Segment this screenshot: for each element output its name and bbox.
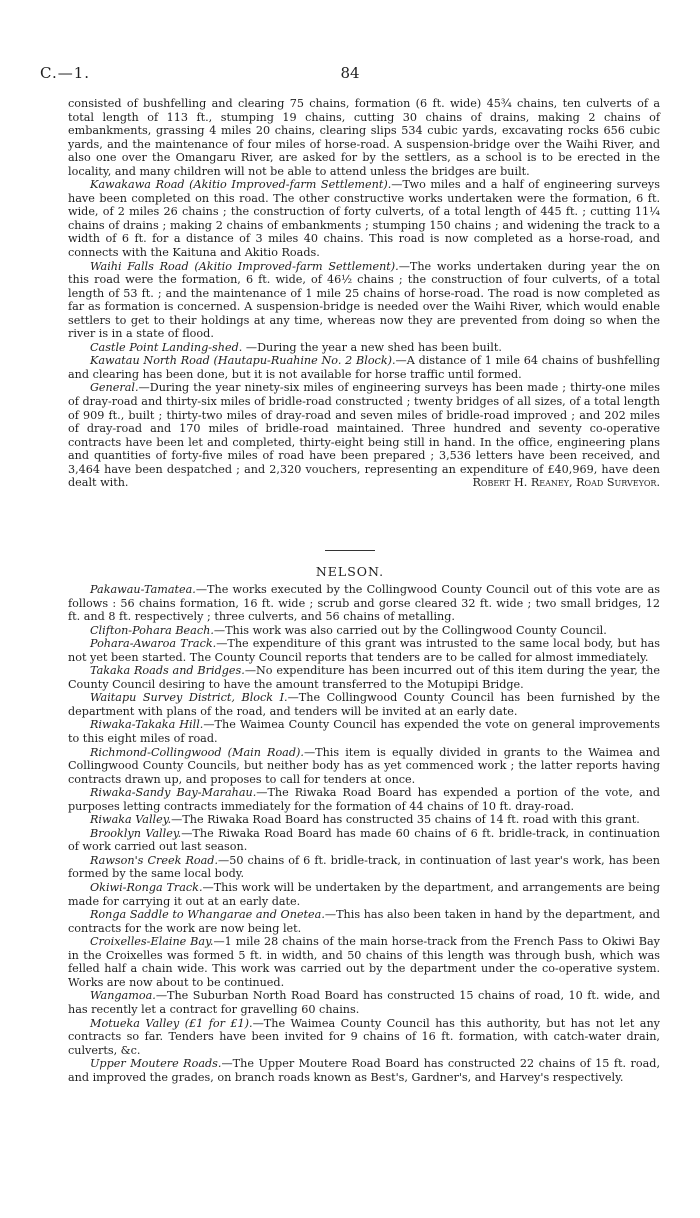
section-body-top: [68, 97, 660, 490]
paragraph-heading: Riwaka-Takaka Hill.: [90, 718, 204, 732]
paragraph-text: —The Waimea County Council has this authority, but has not let any contracts so far. Tenders have been invited for 9 chains of 16 ft. formation, with catch-water drain, culverts, &c.: [68, 1016, 660, 1057]
paragraph: [68, 583, 660, 624]
paragraph: [68, 664, 660, 691]
paragraph-text: —The Upper Moutere Road Board has constructed 22 chains of 15 ft. road, and improved the grades, on branch roads known as Best's, Gardner's, and Harvey's respectively.: [68, 1057, 661, 1084]
paragraph-heading: Kawakawa Road (Akitio Improved-farm Settlement).: [90, 178, 392, 192]
paragraph-heading: General.: [90, 381, 139, 395]
paragraph: [68, 908, 660, 935]
paragraph-heading: Motueka Valley (£1 for £1).: [90, 1016, 253, 1030]
paragraph-heading: Kawatau North Road (Hautapu-Ruahine No. 2 Block).: [90, 354, 396, 368]
paragraph: [68, 881, 660, 908]
paragraph-heading: Castle Point Landing-shed.: [90, 340, 243, 354]
paragraph-text: —50 chains of 6 ft. bridle-track, in continuation of last year's work, has been formed by the same local body.: [68, 853, 660, 881]
signature: Robert H. Reaney, Road Surveyor.: [472, 476, 660, 490]
paragraph: [68, 989, 660, 1016]
paragraph-heading: Okiwi-Ronga Track.: [90, 881, 203, 895]
paragraph-heading: Rawson's Creek Road.: [90, 853, 219, 867]
paragraph-text: —This has also been taken in hand by the department, and contracts for the work are now being let.: [68, 908, 660, 935]
paragraph-text: —During the year a new shed has been built.: [242, 340, 502, 354]
paragraph: [68, 691, 660, 718]
section-body-nelson: [68, 583, 660, 1084]
section-title: NELSON.: [315, 564, 385, 579]
paragraph-heading: Pakawau-Tamatea.: [90, 583, 196, 596]
section-divider: [325, 550, 375, 551]
paragraph: [68, 718, 660, 745]
paragraph-text: —Two miles and a half of engineering surveys have been completed on this road. The other constructive works undertaken were the formation, 6 ft. wide, of 2 miles 26 chains ; the construction of forty culverts, of a total length of 445 ft. ; cutting 11¼ chains of drains ; making 2 chains of embankments ; stumping 150 chains ; and widening the track to a width of 6 ft. for a distance of 3 miles 40 chains. This road is now completed as a horse-road, and connects with the Kaituna and Akitio Roads.: [68, 178, 660, 260]
paragraph: [68, 935, 660, 989]
paragraph: [68, 97, 660, 178]
paragraph-text: —A distance of 1 mile 64 chains of bushfelling and clearing has been done, but it is not available for horse traffic until formed.: [68, 354, 660, 381]
page-number: 84: [340, 64, 360, 82]
paragraph-heading: Clifton-Pohara Beach.: [90, 623, 214, 637]
paragraph: [68, 260, 660, 341]
paragraph-text: —The Collingwood County Council has been furnished by the department with plans of the road, and tenders will be invited at an early date.: [68, 691, 660, 718]
document-reference: C.—1.: [40, 64, 91, 82]
paragraph-heading: Waihi Falls Road (Akitio Improved-farm Settlement).: [90, 259, 399, 273]
paragraph: [68, 178, 660, 259]
paragraph-text: —The Suburban North Road Board has constructed 15 chains of road, 10 ft. wide, and has recently let a contract for gravelling 60 chains.: [68, 989, 660, 1016]
paragraph-text: —During the year ninety-six miles of engineering surveys has been made ; thirty-one miles of dray-road and thirty-six miles of bridle-road constructed ; twenty bridges of all sizes, of a total length of 909 ft., built ; thirty-two miles of dray-road and seven miles of bridle-road improved ; and 202 miles of dray-road and 170 miles of bridle-road maintained. Three hundred and seventy co-operative contracts have been let and completed, thirty-eight being still in hand. In the office, engineering plans and quantities of forty-five miles of road have been prepared ; 3,536 letters have been received, and 3,464 have been despatched ; and 2,320 vouchers, representing an expenditure of £40,969, have deen dealt with.: [68, 381, 660, 490]
paragraph-text: —The expenditure of this grant was intrusted to the same local body, but has not yet been started. The County Council reports that tenders are to be called for almost immediately.: [68, 637, 660, 664]
paragraph: [68, 341, 660, 355]
paragraph-heading: Riwaka Valley.: [90, 813, 172, 827]
paragraph: [68, 1017, 660, 1058]
paragraph-heading: Ronga Saddle to Whangarae and Onetea.: [90, 908, 325, 922]
paragraph-text: consisted of bushfelling and clearing 75 chains, formation (6 ft. wide) 45¾ chains, ten culverts of a total length of 113 ft., stumping 19 chains, cutting 30 chains of drains, making 2 chains of embankments, grassing 4 miles 20 chains, clearing slips 534 cubic yards, excavating rocks 656 cubic yards, and the maintenance of four miles of horse-road. A suspension-bridge over the Waihi River, and also one over the Omangaru River, are asked for by the settlers, as a school is to be erected in the locality, and many children will not be able to attend unless the bridges are built.: [68, 97, 660, 178]
paragraph-heading: Riwaka-Sandy Bay-Marahau.: [90, 786, 257, 800]
paragraph-text: —This item is equally divided in grants to the Waimea and Collingwood County Councils, but neither body has as yet commenced work ; the latter reports having contracts drawn up, and proposes to call for tenders at once.: [68, 745, 660, 786]
paragraph-text: —This work was also carried out by the Collingwood County Council.: [213, 623, 607, 637]
paragraph-heading: Wangamoa.: [90, 989, 156, 1003]
paragraph-text: —No expenditure has been incurred out of this item during the year, the County Council desiring to have the amount transferred to the Motupipi Bridge.: [68, 664, 660, 691]
paragraph: [68, 813, 660, 827]
paragraph: [68, 827, 660, 854]
paragraph-heading: Brooklyn Valley.: [90, 826, 182, 840]
paragraph-heading: Croixelles-Elaine Bay.: [90, 935, 214, 949]
paragraph: [68, 637, 660, 664]
paragraph-heading: Richmond-Collingwood (Main Road).: [90, 745, 304, 759]
paragraph-text: —The Riwaka Road Board has expended a portion of the vote, and purposes letting contracts immediately for the formation of 44 chains of 10 ft. dray-road.: [68, 786, 660, 813]
paragraph: [68, 854, 660, 881]
paragraph: [68, 624, 660, 638]
paragraph-heading: Takaka Roads and Bridges.: [90, 664, 245, 678]
paragraph: [68, 381, 660, 489]
paragraph-text: —This work will be undertaken by the department, and arrangements are being made for carrying it out at an early date.: [68, 881, 661, 908]
paragraph-heading: Pohara-Awaroa Track.: [90, 637, 217, 651]
paragraph-text: —The works undertaken during year the on this road were the formation, 6 ft. wide, of 46½ chains ; the construction of four culverts, of a total length of 53 ft. ; and the maintenance of 1 mile 25 chains of horse-road. The road is now completed as far as formation is concerned. A suspension-bridge is needed over the Waihi River, which would enable settlers to get to their holdings at any time, whereas now they are prevented from doing so when the river is in a state of flood.: [68, 259, 660, 341]
paragraph: [68, 786, 660, 813]
paragraph-heading: Waitapu Survey District, Block I.: [90, 691, 288, 705]
paragraph-text: —The Waimea County Council has expended the vote on general improvements to this eight miles of road.: [68, 718, 660, 746]
paragraph-text: —The Riwaka Road Board has made 60 chains of 6 ft. bridle-track, in continuation of work carried out last season.: [68, 826, 660, 854]
paragraph: [68, 746, 660, 787]
paragraph: [68, 1057, 660, 1084]
paragraph-text: —1 mile 28 chains of the main horse-track from the French Pass to Okiwi Bay in the Croixelles was formed 5 ft. in width, and 50 chains of this length was through bush, which was felled half a chain wide. This work was carried out by the department under the co-operative system. Works are now about to be continued.: [68, 935, 660, 989]
paragraph-text: —The works executed by the Collingwood County Council out of this vote are as follows : 56 chains formation, 16 ft. wide ; scrub and gorse cleared 32 ft. wide ; two small bridges, 12 ft. and 8 ft. respectively ; three culverts, and 56 chains of metalling.: [68, 583, 660, 624]
paragraph-heading: Upper Moutere Roads.: [90, 1057, 222, 1071]
paragraph: [68, 354, 660, 381]
paragraph-text: —The Riwaka Road Board has constructed 35 chains of 14 ft. road with this grant.: [171, 813, 640, 827]
